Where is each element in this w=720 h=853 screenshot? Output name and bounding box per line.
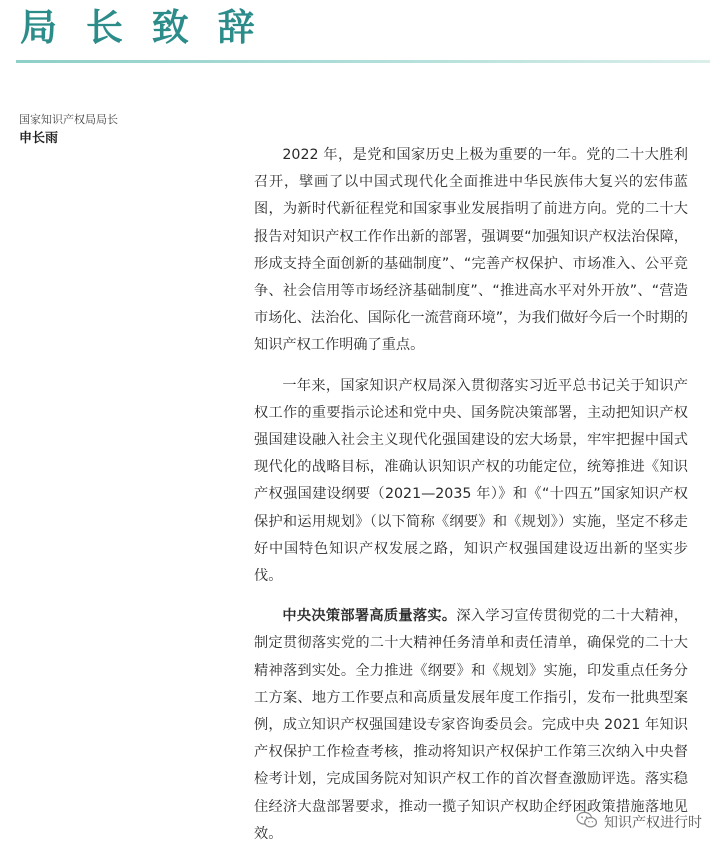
title-divider (16, 60, 710, 63)
watermark (576, 811, 702, 833)
paragraph-text: 一年来，国家知识产权局深入贯彻落实习近平总书记关于知识产权工作的重要指示论述和党中央、国务院决策部署，主动把知识产权强国建设融入社会主义现代化强国建设的宏大场景，牢牢把握中国式现代化的战略目标，准确认识知识产权的功能定位，统筹推进《知识产权强国建设纲要（2021—2035 年）》和《“十四五”国家知识产权保护和运用规划》（以下简称《纲要》和《规划》）实施，坚定不移走好中国特色知识产权发展之路，知识产权强国建设迈出新的坚实步伐。 (254, 377, 688, 585)
paragraph (254, 142, 688, 360)
paragraph-text: 2022 年，是党和国家历史上极为重要的一年。党的二十大胜利召开，擘画了以中国式现代化全面推进中华民族伟大复兴的宏伟蓝图，为新时代新征程党和国家事业发展指明了前进方向。党的二十大报告对知识产权工作作出新的部署，强调要“加强知识产权法治保障，形成支持全面创新的基础制度”、“完善产权保护、市场准入、公平竞争、社会信用等市场经济基础制度”、“推进高水平对外开放”、“营造市场化、法治化、国际化一流营商环境”，为我们做好今后一个时期的知识产权工作明确了重点。 (254, 147, 688, 354)
page-title: 局 长 致 辞 (20, 6, 263, 49)
paragraph-lead: 中央决策部署高质量落实。 (282, 608, 457, 625)
author-name: 申长雨 (19, 131, 59, 146)
paragraph (254, 373, 688, 591)
author-role: 国家知识产权局局长 (19, 113, 118, 126)
paragraph-text: 深入学习宣传贯彻党的二十大精神，制定贯彻落实党的二十大精神任务清单和责任清单，确保党的二十大精神落到实处。全力推进《纲要》和《规划》实施，印发重点任务分工方案、地方工作要点和高质量发展年度工作指引，发布一批典型案例，成立知识产权强国建设专家咨询委员会。完成中央 2021 年知识产权保护工作检查考核，推动将知识产权保护工作第三次纳入中央督检考计划，完成国务院对知识产权工作的首次督查激励评选。落实稳住经济大盘部署要求，推动一揽子知识产权助企纾困政策措施落地见效。 (254, 608, 688, 842)
watermark-text: 知识产权进行时 (604, 815, 702, 831)
article-body (254, 142, 688, 853)
wechat-icon (576, 811, 598, 833)
